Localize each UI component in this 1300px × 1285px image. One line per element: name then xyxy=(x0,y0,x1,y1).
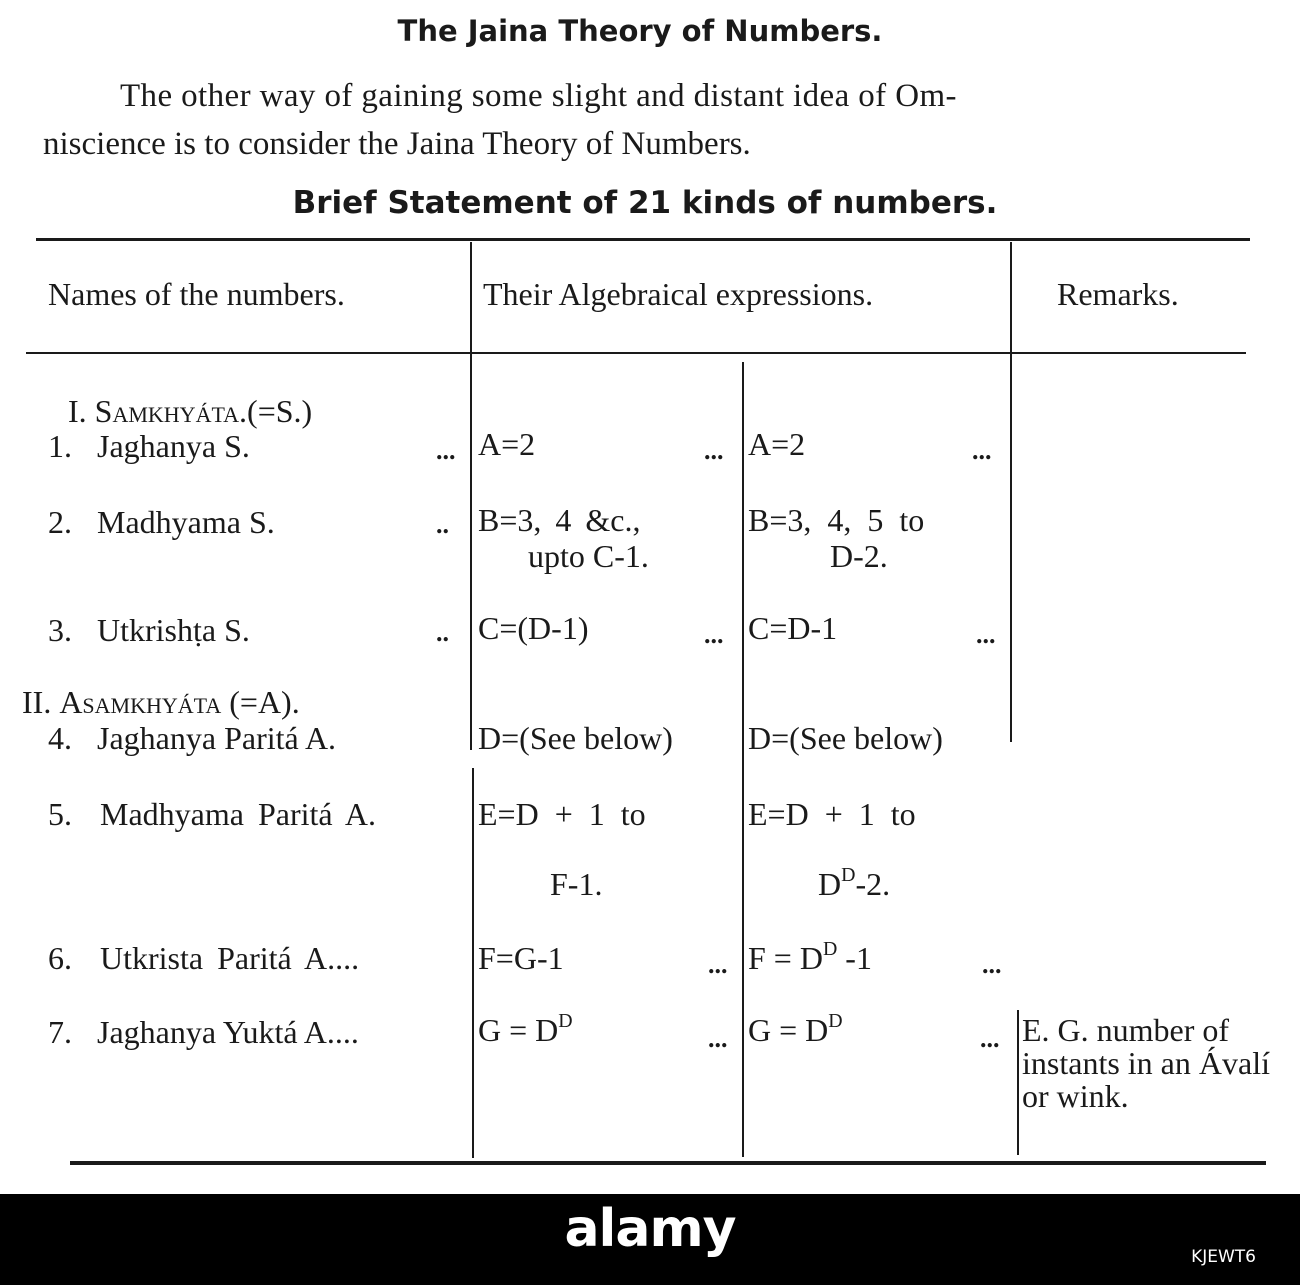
expression-1: D=(See below) xyxy=(478,720,673,756)
expression-2-continued: D-2. xyxy=(830,538,888,574)
table-subtitle: Brief Statement of 21 kinds of numbers. xyxy=(292,185,998,221)
header-remarks: Remarks. xyxy=(1057,276,1179,312)
dot-leader: .. xyxy=(436,618,449,647)
dot-leader: ... xyxy=(976,620,996,649)
expression-1: A=2 xyxy=(478,426,536,462)
watermark-bar xyxy=(0,1194,1300,1285)
row-number: 7. xyxy=(48,1014,72,1050)
dot-leader: ... xyxy=(972,436,992,465)
dot-leader: .. xyxy=(436,510,449,539)
table-top-rule xyxy=(36,238,1250,241)
header-bottom-rule xyxy=(26,352,1246,354)
dot-leader: ... xyxy=(982,950,1002,979)
expression-2: $G = D^D$ xyxy=(748,1010,843,1048)
row-number: 5. xyxy=(48,796,72,832)
expression-1: F=G-1 xyxy=(478,940,564,976)
row-number: 2. xyxy=(48,504,72,540)
expression-1: E=D + 1 to xyxy=(478,796,646,832)
section-abbr: (=S.) xyxy=(247,393,313,429)
remark-note: E. G. number of instants in an Ávalí or wink. xyxy=(1022,1012,1270,1114)
column-divider-expressions xyxy=(742,362,744,1157)
expression-1: B=3, 4 &c., xyxy=(478,502,641,538)
dot-leader: ... xyxy=(704,436,724,465)
column-divider-remarks-lower xyxy=(1017,1010,1019,1155)
header-expressions: Their Algebraical expressions. xyxy=(483,276,874,312)
dot-leader: ... xyxy=(436,436,456,465)
row-name: Jaghanya S. xyxy=(97,428,250,464)
row-name: Jaghanya Paritá A. xyxy=(97,720,337,756)
column-divider-remarks xyxy=(1010,242,1012,742)
expression-2: D=(See below) xyxy=(748,720,943,756)
expression-1-continued: F-1. xyxy=(550,866,603,902)
row-number: 1. xyxy=(48,428,72,464)
watermark-image-id: KJEWT6 xyxy=(1191,1247,1256,1267)
expression-2-continued: $D^D-2$. xyxy=(818,864,891,902)
header-names: Names of the numbers. xyxy=(48,276,345,312)
expression-1: C=(D-1) xyxy=(478,610,589,646)
expression-2: B=3, 4, 5 to xyxy=(748,502,925,538)
section-name: Samkhyáta. xyxy=(94,393,248,429)
row-name: Madhyama Paritá A. xyxy=(100,796,376,832)
dot-leader: ... xyxy=(708,1024,728,1053)
column-divider-names-lower xyxy=(472,768,474,1158)
row-number: 6. xyxy=(48,940,72,976)
row-number: 3. xyxy=(48,612,72,648)
column-divider-names xyxy=(470,242,472,750)
section-heading xyxy=(22,684,300,721)
section-numeral: II. xyxy=(22,684,52,720)
row-name: Jaghanya Yuktá A.... xyxy=(97,1014,359,1050)
watermark-logo: alamy xyxy=(564,1199,736,1259)
expression-2: $F = D^D$ -1 xyxy=(748,938,872,976)
section-numeral: I. xyxy=(68,393,87,429)
section-name: Asamkhyáta xyxy=(59,684,222,720)
expression-1: $G = D^D$ xyxy=(478,1010,573,1048)
expression-2: E=D + 1 to xyxy=(748,796,916,832)
section-heading xyxy=(68,393,312,430)
intro-line-1: The other way of gaining some slight and distant idea of Om- xyxy=(120,78,957,114)
dot-leader: ... xyxy=(708,950,728,979)
expression-2: C=D-1 xyxy=(748,610,838,646)
dot-leader: ... xyxy=(980,1024,1000,1053)
expression-1-continued: upto C-1. xyxy=(528,538,649,574)
page-title: The Jaina Theory of Numbers. xyxy=(397,14,883,48)
row-name: Utkrishṭa S. xyxy=(97,612,250,648)
table-bottom-rule xyxy=(70,1161,1266,1165)
intro-line-2: niscience is to consider the Jaina Theory of Numbers. xyxy=(43,126,751,162)
row-name: Madhyama S. xyxy=(97,504,275,540)
dot-leader: ... xyxy=(704,620,724,649)
expression-2: A=2 xyxy=(748,426,806,462)
row-name: Utkrista Paritá A.... xyxy=(100,940,360,976)
row-number: 4. xyxy=(48,720,72,756)
section-abbr: (=A). xyxy=(229,684,300,720)
